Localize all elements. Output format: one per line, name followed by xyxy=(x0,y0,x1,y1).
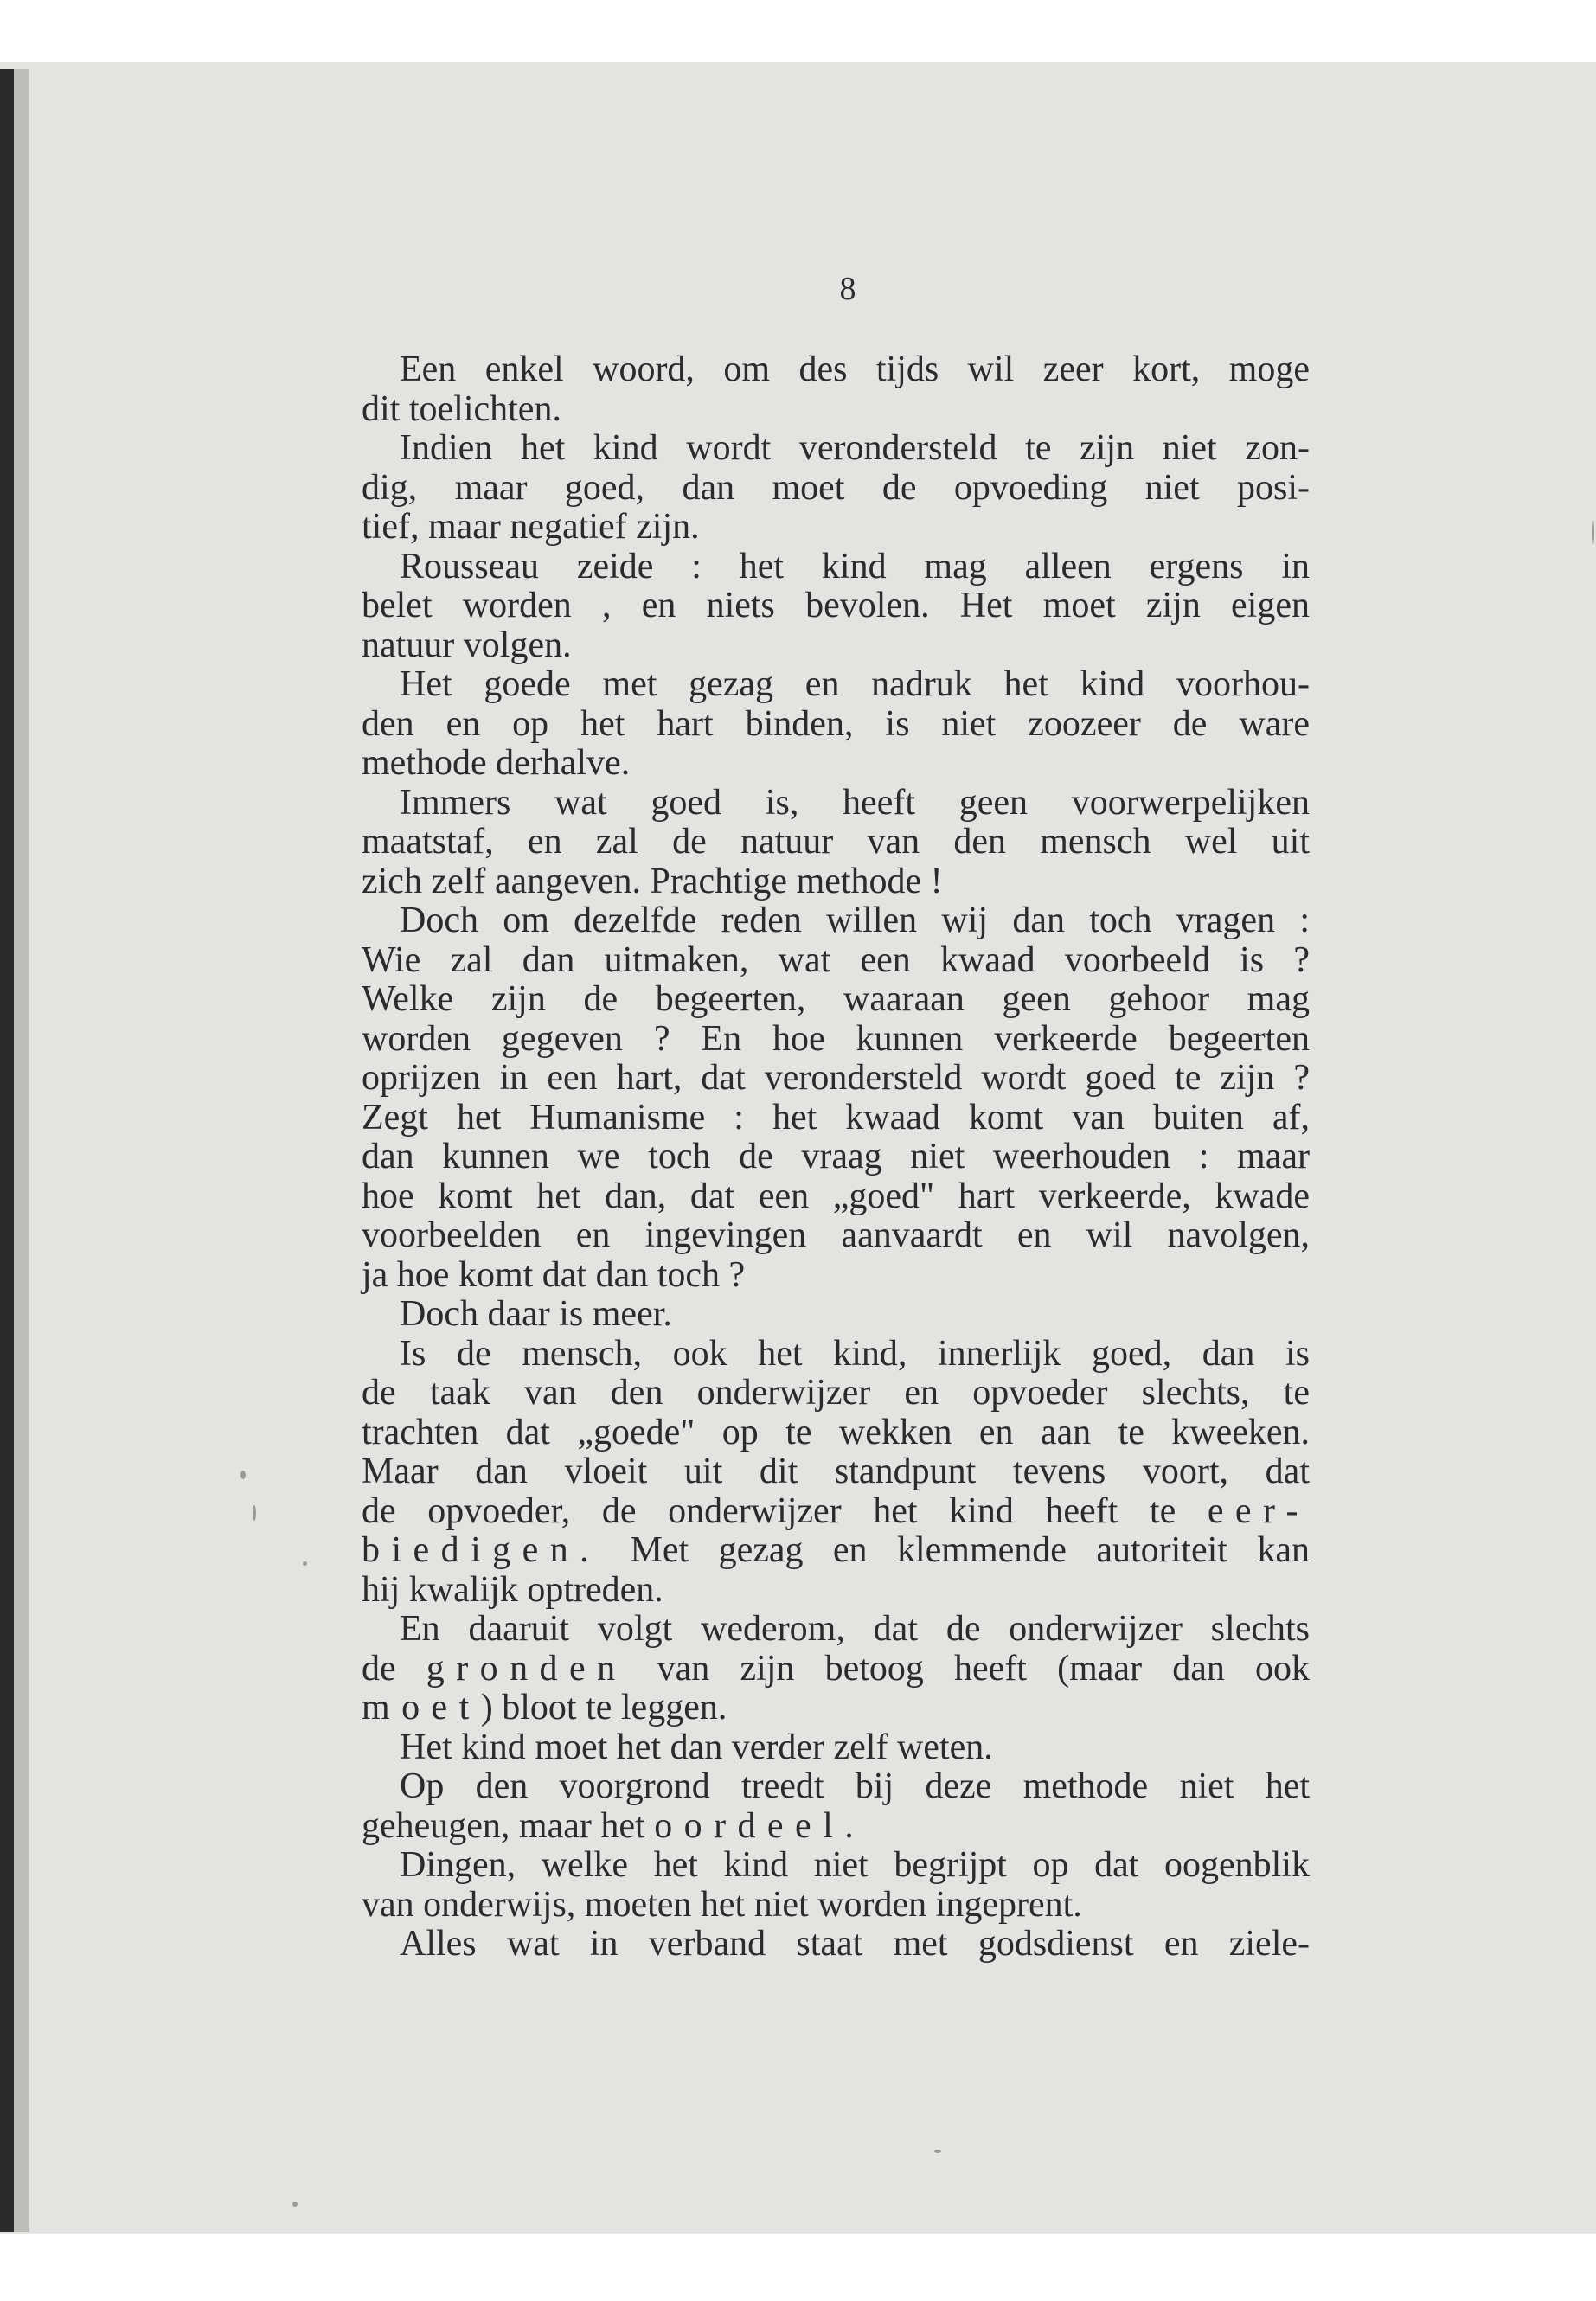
text-line: dan kunnen we toch de vraag niet weerhouden : maar xyxy=(362,1137,1310,1176)
text-line xyxy=(362,1807,1310,1847)
spaced-emphasis: moet xyxy=(362,1688,481,1727)
text-line: dit toelichten. xyxy=(362,388,561,429)
text-segment: geheugen, maar het xyxy=(362,1805,655,1846)
text-line: hij kwalijk optreden. xyxy=(362,1569,663,1610)
paper-speck xyxy=(240,1471,246,1479)
text-line: Dingen, welke het kind niet begrijpt op dat oogenblik xyxy=(400,1845,1310,1885)
text-line: Het goede met gezag en nadruk het kind voorhou- xyxy=(400,664,1310,704)
spaced-emphasis: gronden xyxy=(426,1648,627,1689)
text-line: En daaruit volgt wederom, dat de onderwijzer slechts xyxy=(400,1609,1310,1649)
spaced-emphasis: biedigen. xyxy=(362,1530,601,1570)
text-line: Doch om dezelfde reden willen wij dan toch vragen : xyxy=(400,901,1310,940)
text-line: de taak van den onderwijzer en opvoeder slechts, te xyxy=(362,1373,1310,1413)
paper-speck xyxy=(292,2202,298,2207)
text-segment: van zijn betoog heeft (maar dan ook xyxy=(626,1648,1310,1689)
text-line: Rousseau zeide : het kind mag alleen ergens in xyxy=(400,546,1310,586)
text-line: dig, maar goed, dan moet de opvoeding niet posi- xyxy=(362,467,1310,508)
paper-speck xyxy=(253,1505,256,1521)
text-line: worden gegeven ? En hoe kunnen verkeerde begeerten xyxy=(362,1018,1310,1059)
text-line xyxy=(362,1650,1310,1689)
text-segment: de xyxy=(362,1648,426,1689)
text-line xyxy=(362,1531,1310,1571)
text-line: voorbeelden en ingevingen aanvaardt en wil navolgen, xyxy=(362,1215,1310,1255)
text-line: den en op het hart binden, is niet zoozeer de ware xyxy=(362,703,1310,744)
text-segment: Met gezag en klemmende autoriteit kan xyxy=(600,1530,1310,1570)
text-line: Een enkel woord, om des tijds wil zeer kort, moge xyxy=(400,349,1310,389)
paper-speck xyxy=(1592,519,1594,545)
text-line: maatstaf, en zal de natuur van den mensch wel uit xyxy=(362,822,1310,862)
page-number: 8 xyxy=(839,271,856,307)
text-line: Is de mensch, ook het kind, innerlijk goed, dan is xyxy=(400,1333,1310,1374)
text-line: hoe komt het dan, dat een „goed" hart verkeerde, kwade xyxy=(362,1176,1310,1216)
book-spine-shadow xyxy=(14,69,29,2232)
text-line: natuur volgen. xyxy=(362,625,572,665)
text-line xyxy=(362,1492,1310,1532)
text-line xyxy=(362,1689,1310,1728)
text-line: Welke zijn de begeerten, waaraan geen gehoor mag xyxy=(362,979,1310,1019)
text-line: ja hoe komt dat dan toch ? xyxy=(362,1254,746,1295)
text-line: Op den voorgrond treedt bij deze methode niet het xyxy=(400,1766,1310,1806)
text-segment: de opvoeder, de onderwijzer het kind heeft te xyxy=(362,1490,1208,1531)
text-line: tief, maar negatief zijn. xyxy=(362,507,700,547)
body-text xyxy=(362,350,1310,1965)
spaced-emphasis: oordeel. xyxy=(654,1805,866,1846)
text-line: methode derhalve. xyxy=(362,743,631,783)
text-line: van onderwijs, moeten het niet worden ingeprent. xyxy=(362,1884,1082,1925)
text-line: Zegt het Humanisme : het kwaad komt van buiten af, xyxy=(362,1097,1310,1138)
text-line: Immers wat goed is, heeft geen voorwerpelijken xyxy=(400,782,1310,823)
text-line: trachten dat „goede" op te wekken en aan te kweeken. xyxy=(362,1412,1310,1452)
text-segment: ) bloot te leggen. xyxy=(480,1688,727,1727)
spaced-emphasis: eer- xyxy=(1207,1490,1310,1531)
text-line: Het kind moet het dan verder zelf weten. xyxy=(400,1727,993,1767)
text-line: Indien het kind wordt verondersteld te zijn niet zon- xyxy=(400,428,1310,468)
paper-speck xyxy=(934,2150,941,2153)
text-line: Doch daar is meer. xyxy=(400,1294,672,1334)
text-line: Wie zal dan uitmaken, wat een kwaad voorbeeld is ? xyxy=(362,939,1310,980)
text-line: oprijzen in een hart, dat verondersteld wordt goed te zijn ? xyxy=(362,1058,1310,1098)
text-line: Maar dan vloeit uit dit standpunt tevens voort, dat xyxy=(362,1452,1310,1491)
text-line: zich zelf aangeven. Prachtige methode ! xyxy=(362,861,943,901)
paper-speck xyxy=(303,1561,307,1566)
book-spine-edge xyxy=(0,69,14,2232)
text-line: Alles wat in verband staat met godsdienst en ziele- xyxy=(400,1924,1310,1964)
text-line: belet worden , en niets bevolen. Het moet zijn eigen xyxy=(362,586,1310,625)
